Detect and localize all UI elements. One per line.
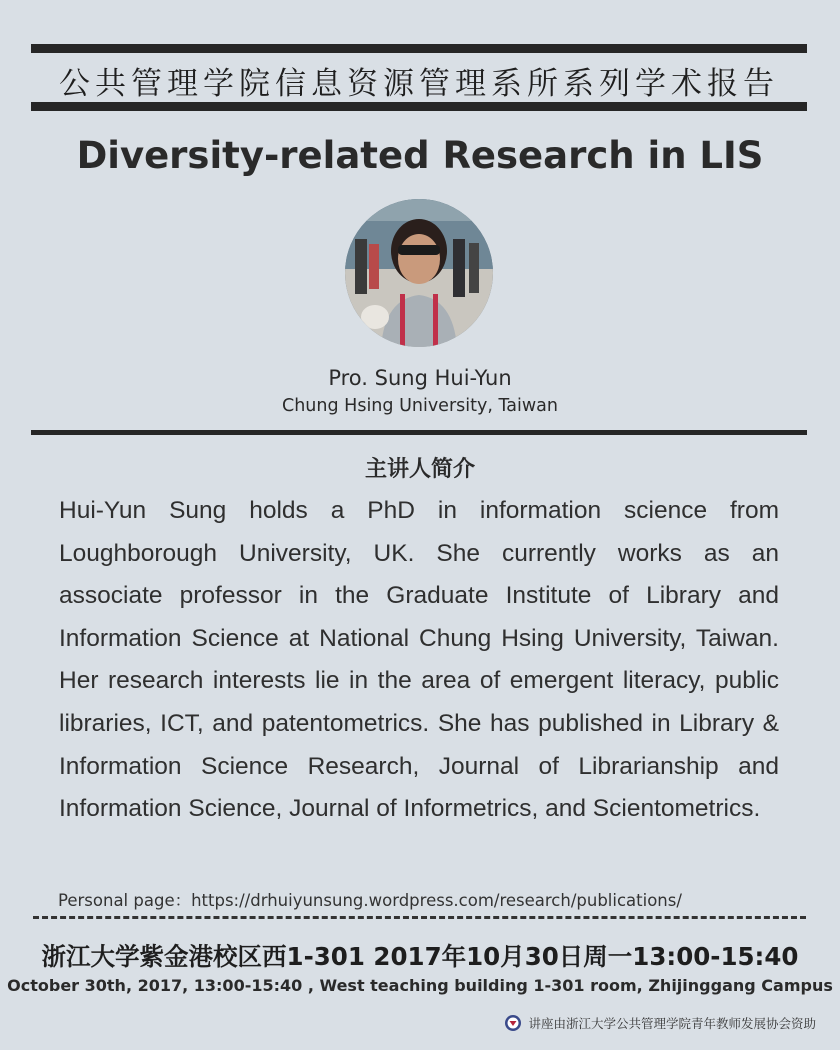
personal-page: Personal page：https://drhuiyunsung.wordpress.com/research/publications/ [58, 891, 682, 910]
speaker-photo [345, 199, 493, 347]
speaker-bio: Hui-Yun Sung holds a PhD in information science from Loughborough University, UK. She currently works as an associate professor in the Graduate Institute of Library and Information Science at National Chung Hsing University, Taiwan. Her research interests lie in the area of emergent literacy, public libraries, ICT, and patentometrics. She has published in Library & Information Science Research, Journal of Librarianship and Information Science, Journal of Informetrics, and Scientometrics. [59, 497, 779, 823]
speaker-affiliation: Chung Hsing University, Taiwan [282, 396, 558, 416]
speaker-name: Pro. Sung Hui-Yun [328, 366, 512, 390]
dashed-divider [33, 916, 806, 919]
header-rule [31, 102, 807, 111]
talk-title: Diversity-related Research in LIS [76, 134, 764, 177]
intro-heading: 主讲人简介 [364, 457, 475, 482]
top-rule [31, 44, 807, 53]
event-details-zh: 浙江大学紫金港校区西1-301 2017年10月30日周一13:00-15:40 [41, 942, 799, 971]
university-emblem-icon [504, 1014, 522, 1032]
section-rule [31, 430, 807, 435]
sponsor-note [504, 1014, 816, 1032]
sponsor-text: 讲座由浙江大学公共管理学院青年教师发展协会资助 [528, 1016, 816, 1031]
series-title: 公共管理学院信息资源管理系所系列学术报告 [59, 66, 779, 102]
event-details-en: October 30th, 2017, 13:00-15:40 , West teaching building 1-301 room, Zhijinggang Campus [7, 976, 833, 995]
